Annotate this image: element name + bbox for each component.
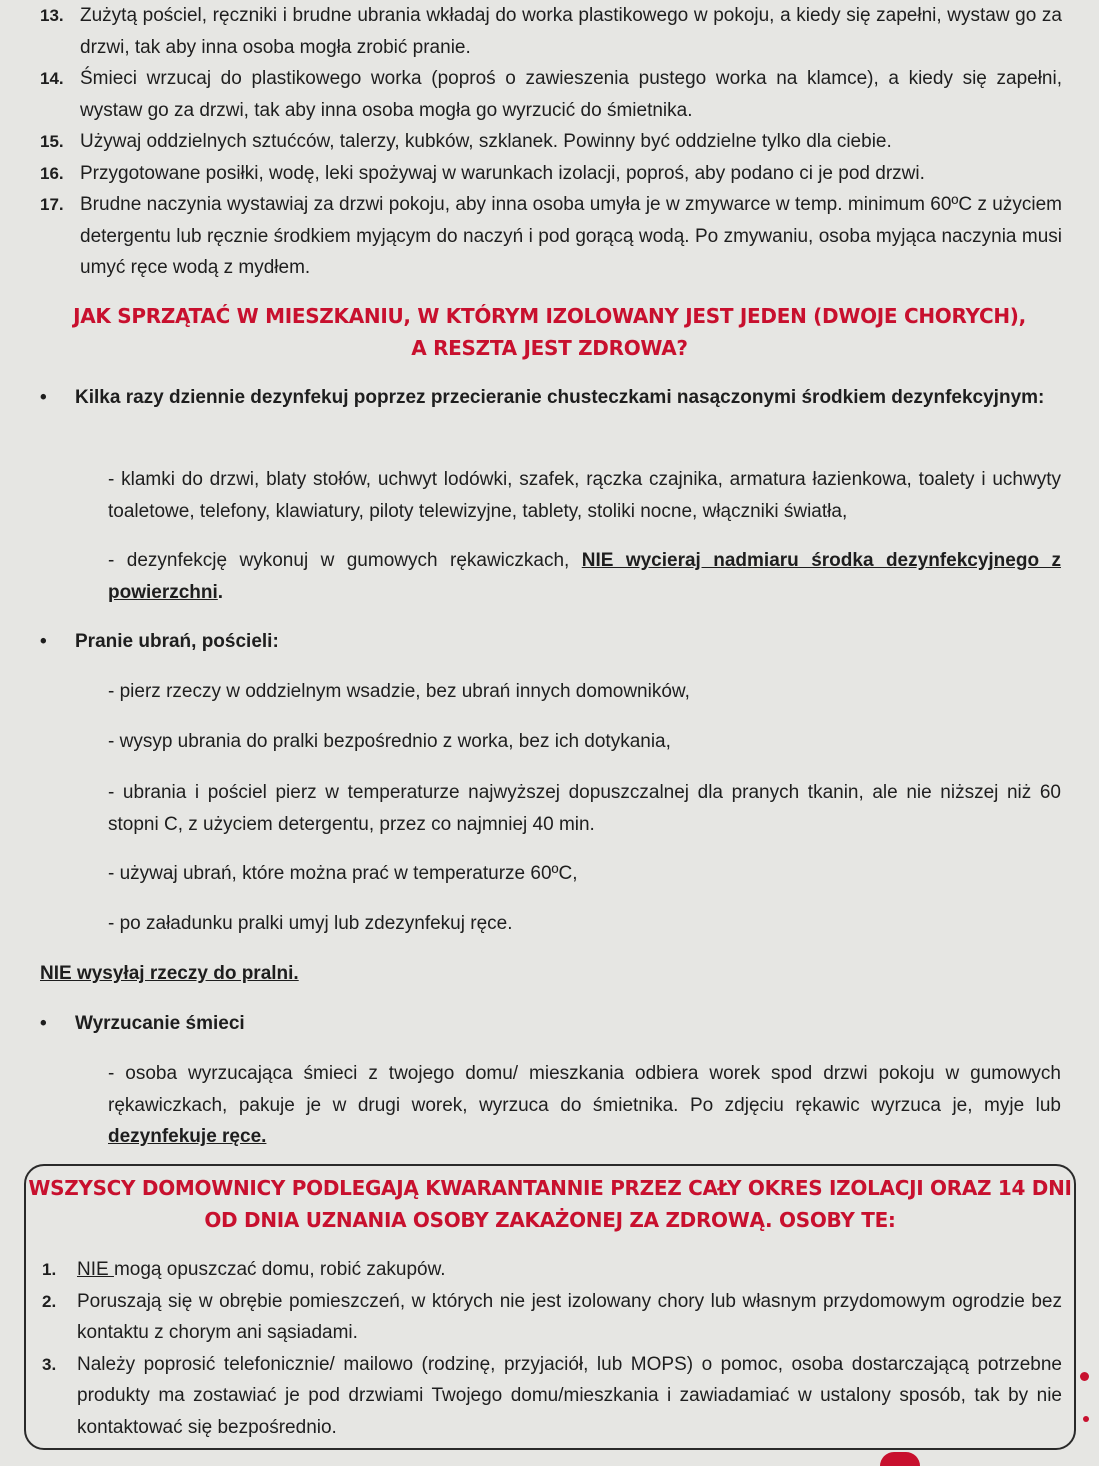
- laundry-item: - wysyp ubrania do pralki bezpośrednio z worka, bez ich dotykania,: [108, 731, 671, 752]
- list-item: [40, 158, 1062, 190]
- bullet-icon: •: [40, 387, 47, 408]
- item-number: 17.: [40, 195, 64, 214]
- item-number: 16.: [40, 163, 64, 183]
- item-text: Brudne naczynia wystawiaj za drzwi pokoju, aby inna osoba umyła je w zmywarce w temp. minimum 60ºC z użyciem detergentu lub ręcznie środkiem myjącym do naczyń i pod gorącą wodą. Po zmywaniu, osoba myjąca naczynia musi umyć ręce wodą z mydłem.: [80, 194, 1062, 278]
- item-end: .: [217, 581, 224, 603]
- item-text: Śmieci wrzucaj do plastikowego worka (poproś o zawieszenia pustego worka na klamce), a kiedy się zapełni, wystaw go za drzwi, tak aby inna osoba mogła go wyrzucić do śmietnika.: [80, 68, 1062, 121]
- emphasis-text: NIE wycieraj nadmiaru środka dezynfekcyjnego z powierzchni: [108, 550, 1061, 603]
- disinfect-item: [108, 545, 1061, 608]
- bullet-title: Kilka razy dziennie dezynfekuj poprzez przecieranie chusteczkami nasączonymi środkiem dezynfekcyjnym:: [75, 387, 1045, 408]
- item-text: - osoba wyrzucająca śmieci z twojego domu/ mieszkania odbiera worek spod drzwi pokoju w gumowych rękawiczkach, pakuje je w drugi worek, wyrzuca do śmietnika. Po zdjęciu rękawic wyrzuca je, myje lub: [108, 1063, 1061, 1116]
- list-item: [40, 0, 1062, 63]
- quarantine-rules: [42, 1254, 1062, 1443]
- decorative-dot: [1083, 1416, 1089, 1422]
- heading-line: OD DNIA UZNANIA OSOBY ZAKAŻONEJ ZA ZDROWĄ. OSOBY TE:: [204, 1208, 896, 1232]
- emphasis-text: NIE: [77, 1259, 114, 1280]
- trash-bullet: [40, 1008, 1062, 1040]
- item-number: 2.: [42, 1291, 57, 1311]
- item-text: - dezynfekcję wykonuj w gumowych rękawiczkach,: [108, 550, 582, 571]
- list-item: [42, 1286, 1062, 1349]
- laundry-item: - używaj ubrań, które można prać w temperaturze 60ºC,: [108, 863, 578, 884]
- bullet-icon: •: [40, 631, 47, 652]
- list-item: [40, 189, 1062, 284]
- laundry-item: - ubrania i pościel pierz w temperaturze najwyższej dopuszczalnej dla pranych tkanin, ale nie niższej niż 60 stopni C, z użyciem detergentu, przez co najmniej 40 min.: [108, 782, 1061, 835]
- quarantine-box: [24, 1164, 1076, 1450]
- laundry-item: - po załadunku pralki umyj lub zdezynfekuj ręce.: [108, 913, 513, 934]
- decorative-dot: [1080, 1372, 1089, 1381]
- bullet-title: Pranie ubrań, pościeli:: [75, 631, 279, 652]
- item-text: Poruszają się w obrębie pomieszczeń, w których nie jest izolowany chory lub własnym przydomowym ogrodzie bez kontaktu z chorym ani sąsiadami.: [77, 1290, 1062, 1343]
- heading-line: A RESZTA JEST ZDROWA?: [411, 336, 688, 360]
- item-number: 1.: [42, 1260, 57, 1279]
- numbered-instructions: [40, 0, 1062, 284]
- emphasis-text: dezynfekuje ręce.: [108, 1126, 267, 1147]
- item-number: 14.: [40, 69, 64, 88]
- bullet-title: Wyrzucanie śmieci: [75, 1013, 245, 1034]
- list-item: [42, 1254, 1062, 1286]
- disinfect-item: - klamki do drzwi, blaty stołów, uchwyt lodówki, szafek, rączka czajnika, armatura łazienkowa, toalety i uchwyty toaletowe, telefony, klawiatury, piloty telewizyjne, tablety, stoliki nocne, włączniki światła,: [108, 469, 1061, 522]
- item-text: Używaj oddzielnych sztućców, talerzy, kubków, szklanek. Powinny być oddzielne tylko dla ciebie.: [80, 131, 892, 152]
- no-laundry-notice: NIE wysyłaj rzeczy do pralni.: [40, 963, 299, 984]
- disinfect-bullet: [40, 382, 1062, 414]
- item-text: Przygotowane posiłki, wodę, leki spożywaj w warunkach izolacji, poproś, aby podano ci je pod drzwi.: [80, 162, 925, 184]
- item-text: Należy poprosić telefonicznie/ mailowo (rodzinę, przyjaciół, lub MOPS) o pomoc, osoba dostarczającą potrzebne produkty ma zostawiać je pod drzwiami Twojego domu/mieszkania i zawiadamiać w ustalony sposób, tak by nie kontaktować się bezpośrednio.: [77, 1353, 1062, 1438]
- box-heading: [26, 1172, 1074, 1236]
- item-text: Zużytą pościel, ręczniki i brudne ubrania wkładaj do worka plastikowego w pokoju, a kiedy się zapełni, wystaw go za drzwi, tak aby inna osoba mogła zrobić pranie.: [80, 5, 1062, 58]
- trash-item: [108, 1058, 1061, 1153]
- heading-line: WSZYSCY DOMOWNICY PODLEGAJĄ KWARANTANNIE PRZEZ CAŁY OKRES IZOLACJI ORAZ 14 DNI: [28, 1176, 1072, 1200]
- list-item: [40, 126, 1062, 158]
- item-number: 3.: [42, 1354, 57, 1374]
- laundry-bullet: [40, 626, 1062, 658]
- item-number: 13.: [40, 6, 64, 25]
- decorative-shape: [880, 1452, 920, 1466]
- item-number: 15.: [40, 132, 64, 151]
- item-text: [77, 1254, 1062, 1286]
- list-item: [40, 63, 1062, 126]
- section-heading: [0, 300, 1099, 364]
- item-rest: mogą opuszczać domu, robić zakupów.: [113, 1259, 446, 1280]
- laundry-item: - pierz rzeczy w oddzielnym wsadzie, bez ubrań innych domowników,: [108, 681, 690, 702]
- list-item: [42, 1349, 1062, 1444]
- heading-line: JAK SPRZĄTAĆ W MIESZKANIU, W KTÓRYM IZOLOWANY JEST JEDEN (DWOJE CHORYCH),: [73, 304, 1026, 328]
- bullet-icon: •: [40, 1013, 47, 1034]
